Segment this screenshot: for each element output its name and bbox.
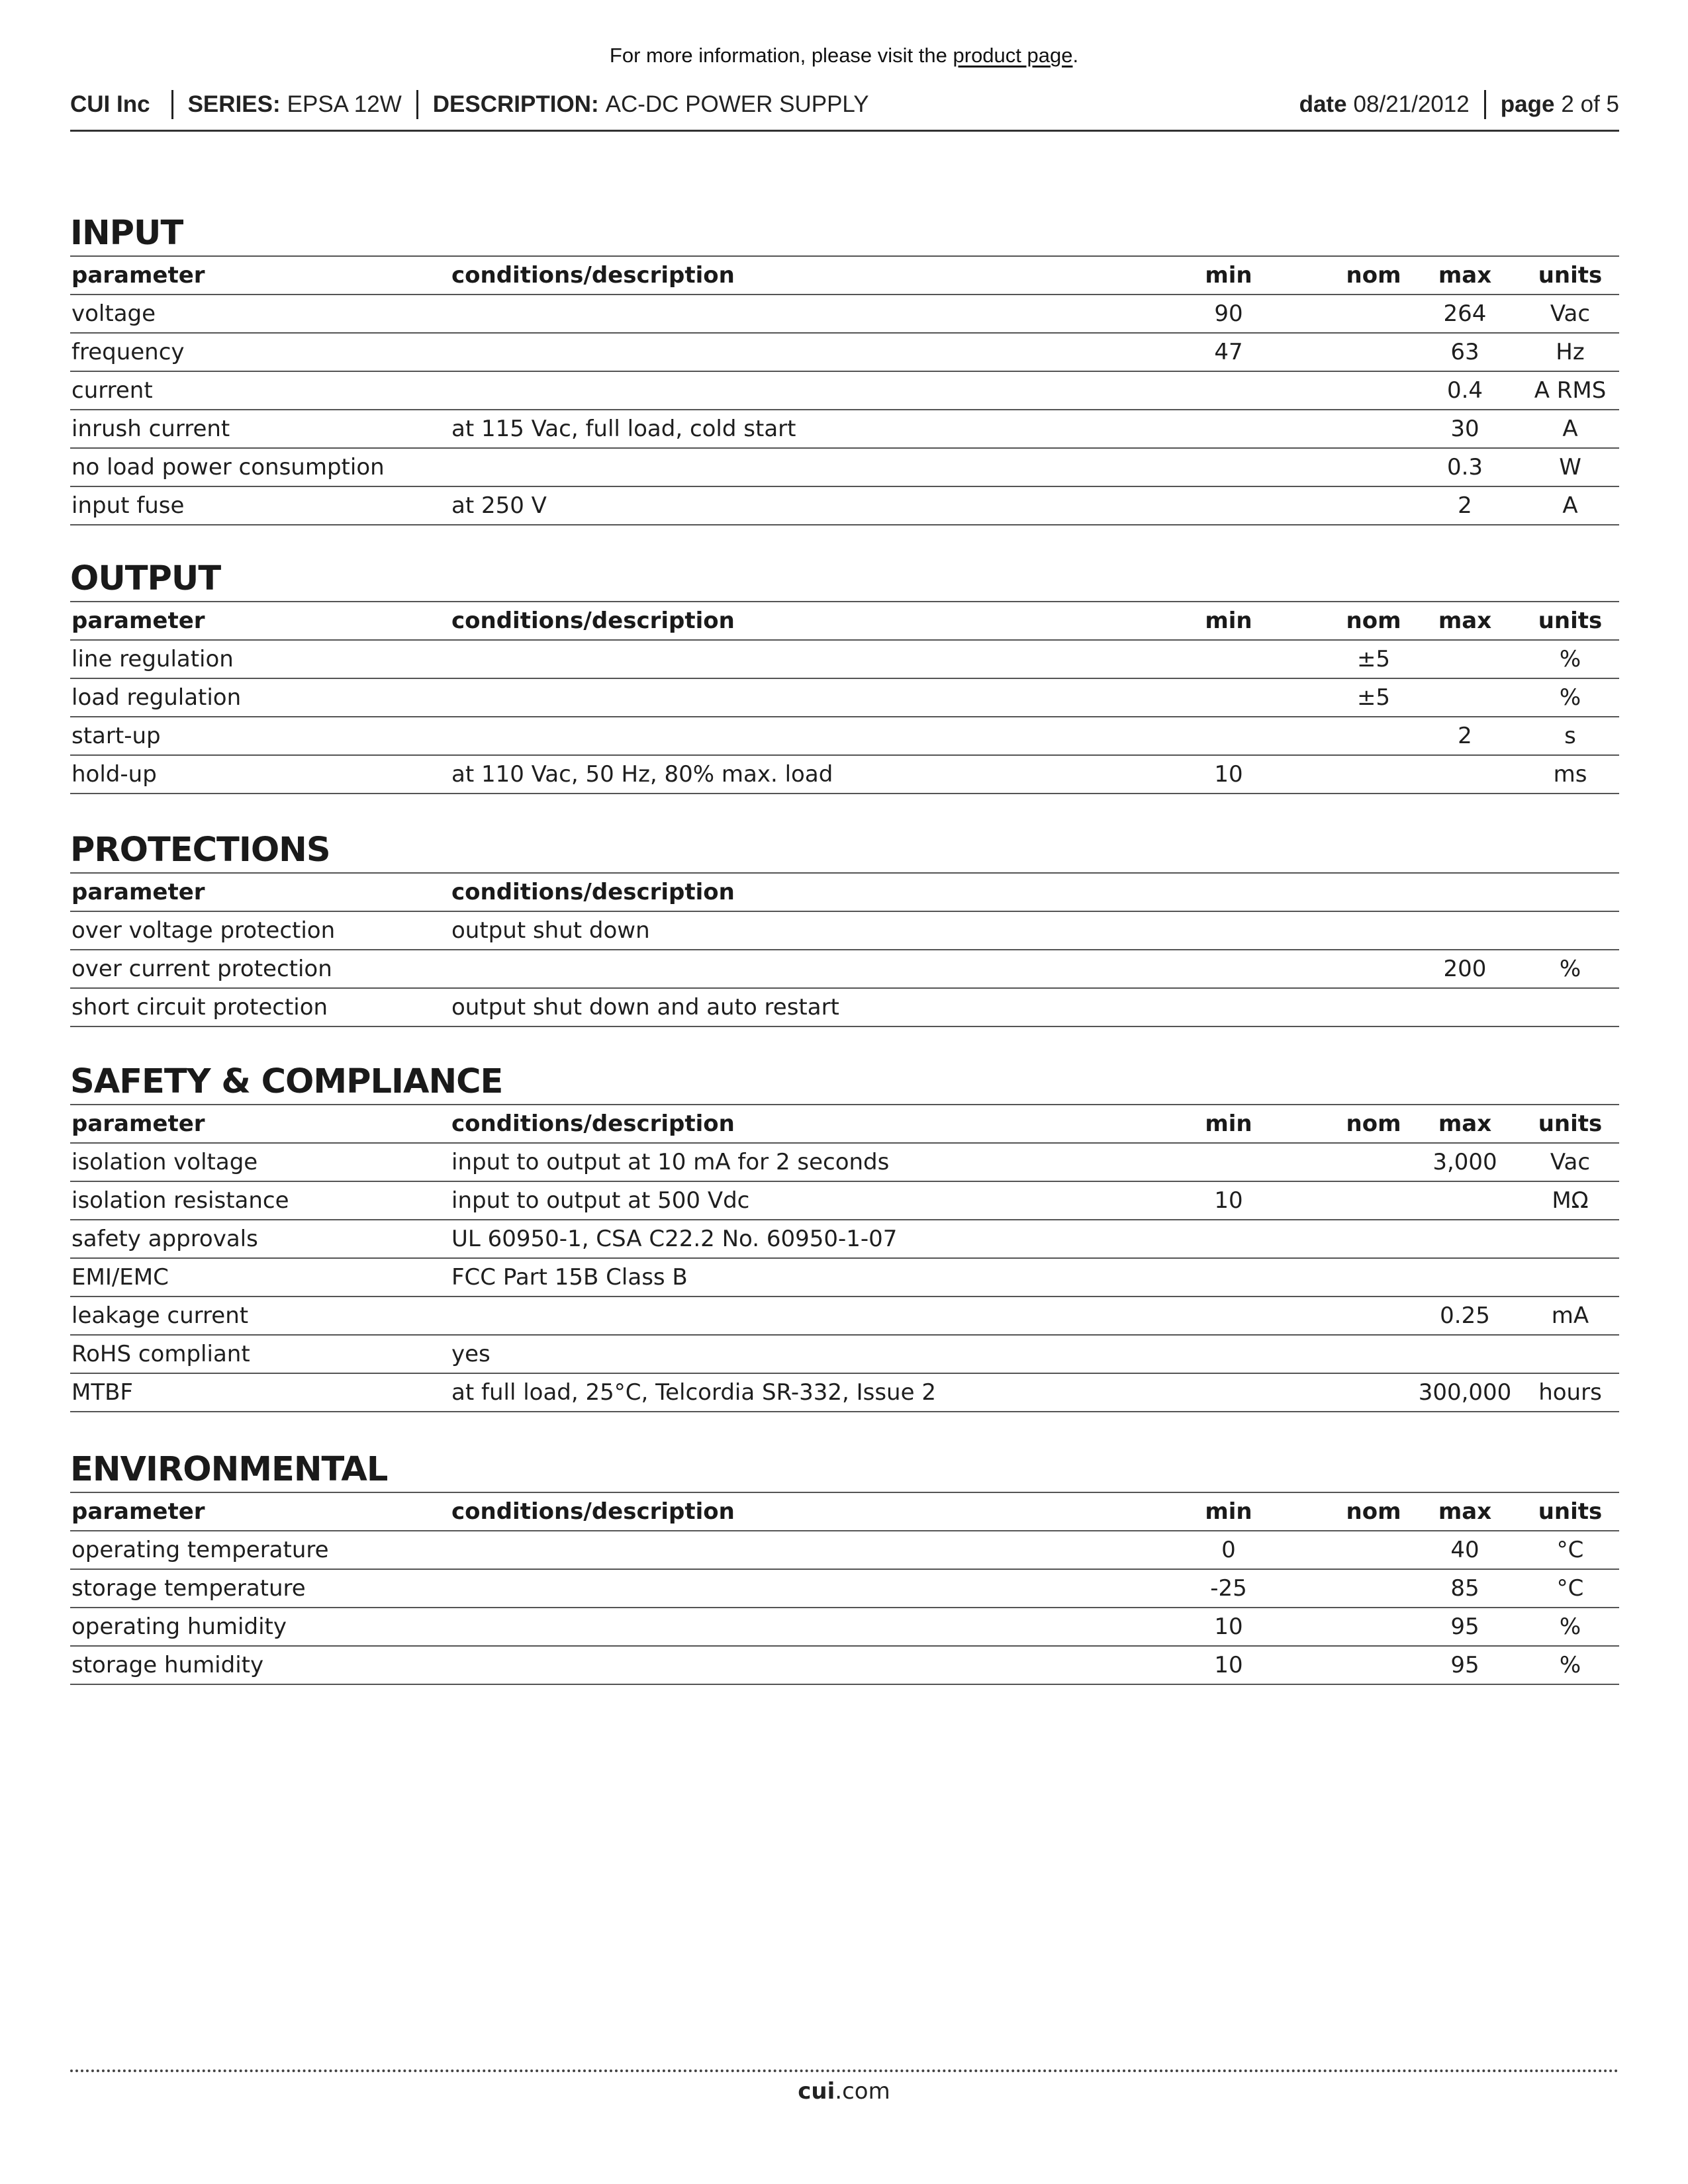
cell-parameter: load regulation [70, 678, 450, 717]
cell-parameter: MTBF [70, 1373, 450, 1412]
column-header-units: units [1521, 256, 1619, 295]
cell-conditions: at 115 Vac, full load, cold start [450, 410, 1119, 448]
cell-units [1521, 1335, 1619, 1373]
cell-min [1119, 1143, 1338, 1181]
table-row [70, 448, 1619, 486]
footer-brand: cui [798, 2078, 835, 2105]
column-header-nom: nom [1338, 1492, 1409, 1531]
cell-max [1409, 678, 1521, 717]
cell-max: 264 [1409, 295, 1521, 333]
cell-min [1119, 410, 1338, 448]
cell-max: 0.3 [1409, 448, 1521, 486]
cell-units: MΩ [1521, 1181, 1619, 1220]
cell-min [1119, 950, 1338, 988]
cell-conditions [450, 448, 1119, 486]
cell-parameter: isolation voltage [70, 1143, 450, 1181]
date-label: date [1299, 91, 1347, 117]
cell-units: mA [1521, 1297, 1619, 1335]
cell-conditions: at 250 V [450, 486, 1119, 525]
cell-conditions: output shut down and auto restart [450, 988, 1119, 1026]
cell-min [1119, 678, 1338, 717]
cell-units: Vac [1521, 1143, 1619, 1181]
cell-nom [1338, 486, 1409, 525]
cell-min [1119, 717, 1338, 755]
cell-conditions [450, 1569, 1119, 1608]
cell-nom: ±5 [1338, 640, 1409, 678]
cell-parameter: RoHS compliant [70, 1335, 450, 1373]
column-header-units [1521, 873, 1619, 911]
cell-conditions: at 110 Vac, 50 Hz, 80% max. load [450, 755, 1119, 794]
page-label: page [1500, 91, 1555, 117]
cell-parameter: line regulation [70, 640, 450, 678]
column-header-parameter: parameter [70, 602, 450, 640]
column-header-conditions: conditions/description [450, 1492, 1119, 1531]
cell-nom [1338, 911, 1409, 950]
cell-conditions: at full load, 25°C, Telcordia SR-332, Issue 2 [450, 1373, 1119, 1412]
column-header-parameter: parameter [70, 1105, 450, 1143]
date-value: 08/21/2012 [1353, 91, 1470, 117]
environmental-section [70, 1448, 1619, 1685]
cell-min: 10 [1119, 755, 1338, 794]
cell-parameter: over voltage protection [70, 911, 450, 950]
cell-nom [1338, 950, 1409, 988]
top-note-end: . [1072, 44, 1079, 67]
cell-min [1119, 911, 1338, 950]
cell-max: 2 [1409, 486, 1521, 525]
table-header-row [70, 1492, 1619, 1531]
cell-parameter: safety approvals [70, 1220, 450, 1258]
cell-units: W [1521, 448, 1619, 486]
cell-min [1119, 1297, 1338, 1335]
column-header-max: max [1409, 602, 1521, 640]
cell-units: °C [1521, 1531, 1619, 1569]
cell-units: ms [1521, 755, 1619, 794]
column-header-max: max [1409, 256, 1521, 295]
cell-units: % [1521, 950, 1619, 988]
cell-conditions [450, 1646, 1119, 1684]
table-row [70, 1181, 1619, 1220]
cell-nom [1338, 1531, 1409, 1569]
cell-units: A RMS [1521, 371, 1619, 410]
cell-units: A [1521, 410, 1619, 448]
cell-units [1521, 1220, 1619, 1258]
cell-units: s [1521, 717, 1619, 755]
cell-parameter: frequency [70, 333, 450, 371]
cell-min [1119, 988, 1338, 1026]
cell-parameter: isolation resistance [70, 1181, 450, 1220]
cell-units [1521, 1258, 1619, 1297]
environmental-table [70, 1492, 1619, 1685]
cell-nom [1338, 1220, 1409, 1258]
page-header [70, 87, 1619, 122]
cell-parameter: storage temperature [70, 1569, 450, 1608]
top-note-text: For more information, please visit the [609, 44, 953, 67]
footer-domain: .com [835, 2078, 890, 2105]
table-row [70, 486, 1619, 525]
cell-nom [1338, 1335, 1409, 1373]
cell-units [1521, 911, 1619, 950]
cell-max [1409, 755, 1521, 794]
cell-nom [1338, 371, 1409, 410]
cell-max [1409, 1258, 1521, 1297]
table-row [70, 1297, 1619, 1335]
table-row [70, 1608, 1619, 1646]
section-title: OUTPUT [70, 559, 221, 598]
cell-max: 85 [1409, 1569, 1521, 1608]
column-header-parameter: parameter [70, 256, 450, 295]
series-value: EPSA 12W [287, 91, 402, 117]
table-row [70, 1143, 1619, 1181]
table-row [70, 1569, 1619, 1608]
column-header-conditions: conditions/description [450, 873, 1119, 911]
table-row [70, 717, 1619, 755]
table-row [70, 911, 1619, 950]
cell-max [1409, 1181, 1521, 1220]
cell-max [1409, 1335, 1521, 1373]
cell-units: % [1521, 1608, 1619, 1646]
cell-conditions [450, 1531, 1119, 1569]
table-row [70, 1531, 1619, 1569]
table-row [70, 1220, 1619, 1258]
cell-max: 63 [1409, 333, 1521, 371]
cell-parameter: EMI/EMC [70, 1258, 450, 1297]
cell-parameter: voltage [70, 295, 450, 333]
section-title: SAFETY & COMPLIANCE [70, 1062, 503, 1101]
table-row [70, 755, 1619, 794]
column-header-conditions: conditions/description [450, 1105, 1119, 1143]
cell-max [1409, 1220, 1521, 1258]
cell-units: °C [1521, 1569, 1619, 1608]
description-value: AC-DC POWER SUPPLY [605, 91, 869, 117]
page-footer [0, 2078, 1688, 2105]
column-header-conditions: conditions/description [450, 602, 1119, 640]
table-row [70, 640, 1619, 678]
cell-max: 40 [1409, 1531, 1521, 1569]
cell-nom [1338, 1646, 1409, 1684]
cell-conditions: FCC Part 15B Class B [450, 1258, 1119, 1297]
cell-max: 30 [1409, 410, 1521, 448]
cell-parameter: over current protection [70, 950, 450, 988]
cell-max: 3,000 [1409, 1143, 1521, 1181]
output-section [70, 557, 1619, 794]
section-title: PROTECTIONS [70, 831, 330, 870]
cell-conditions [450, 1608, 1119, 1646]
table-row [70, 1373, 1619, 1412]
cell-nom [1338, 1143, 1409, 1181]
cell-min [1119, 371, 1338, 410]
column-header-max: max [1409, 1492, 1521, 1531]
table-header-row [70, 873, 1619, 911]
cell-parameter: operating humidity [70, 1608, 450, 1646]
cell-parameter: inrush current [70, 410, 450, 448]
column-header-nom: nom [1338, 1105, 1409, 1143]
cell-nom [1338, 717, 1409, 755]
cell-nom [1338, 1181, 1409, 1220]
top-note [0, 44, 1688, 68]
description-label: DESCRIPTION: [432, 91, 599, 117]
cell-min [1119, 1220, 1338, 1258]
column-header-min: min [1119, 256, 1338, 295]
header-separator [171, 90, 173, 119]
column-header-nom [1338, 873, 1409, 911]
cell-units [1521, 988, 1619, 1026]
header-left [70, 87, 869, 122]
cell-units: % [1521, 640, 1619, 678]
cell-max [1409, 640, 1521, 678]
cell-max: 200 [1409, 950, 1521, 988]
cell-conditions [450, 295, 1119, 333]
output-table [70, 601, 1619, 794]
column-header-units: units [1521, 602, 1619, 640]
cell-nom [1338, 333, 1409, 371]
cell-nom [1338, 1608, 1409, 1646]
column-header-max: max [1409, 1105, 1521, 1143]
cell-units: hours [1521, 1373, 1619, 1412]
cell-parameter: hold-up [70, 755, 450, 794]
cell-units: Vac [1521, 295, 1619, 333]
cell-max [1409, 988, 1521, 1026]
input-table [70, 255, 1619, 525]
cell-min: -25 [1119, 1569, 1338, 1608]
cell-nom [1338, 755, 1409, 794]
cell-conditions: yes [450, 1335, 1119, 1373]
cell-min: 47 [1119, 333, 1338, 371]
cell-max: 95 [1409, 1608, 1521, 1646]
header-separator [1484, 90, 1486, 119]
cell-min [1119, 1373, 1338, 1412]
cell-max: 2 [1409, 717, 1521, 755]
page-value: 2 of 5 [1561, 91, 1619, 117]
protections-table [70, 872, 1619, 1027]
table-header-row [70, 256, 1619, 295]
cell-conditions [450, 950, 1119, 988]
column-header-nom: nom [1338, 602, 1409, 640]
footer-rule [70, 2070, 1619, 2072]
cell-parameter: no load power consumption [70, 448, 450, 486]
cell-units: % [1521, 1646, 1619, 1684]
cell-max: 300,000 [1409, 1373, 1521, 1412]
cell-nom [1338, 295, 1409, 333]
column-header-min: min [1119, 1105, 1338, 1143]
table-row [70, 333, 1619, 371]
cell-min [1119, 1258, 1338, 1297]
cell-conditions [450, 333, 1119, 371]
table-header-row [70, 1105, 1619, 1143]
cell-conditions: UL 60950-1, CSA C22.2 No. 60950-1-07 [450, 1220, 1119, 1258]
cell-parameter: input fuse [70, 486, 450, 525]
cell-units: Hz [1521, 333, 1619, 371]
company-name: CUI Inc [70, 91, 150, 117]
cell-parameter: operating temperature [70, 1531, 450, 1569]
table-row [70, 988, 1619, 1026]
table-row [70, 295, 1619, 333]
table-row [70, 1335, 1619, 1373]
column-header-min: min [1119, 602, 1338, 640]
input-section [70, 212, 1619, 525]
cell-min: 90 [1119, 295, 1338, 333]
cell-min [1119, 486, 1338, 525]
cell-nom [1338, 988, 1409, 1026]
table-row [70, 371, 1619, 410]
cell-nom [1338, 1373, 1409, 1412]
cell-units: A [1521, 486, 1619, 525]
cell-conditions [450, 640, 1119, 678]
cell-conditions [450, 371, 1119, 410]
protections-section [70, 829, 1619, 1027]
section-title: ENVIRONMENTAL [70, 1450, 388, 1489]
cell-parameter: storage humidity [70, 1646, 450, 1684]
product-page-link[interactable]: product page [953, 44, 1073, 67]
cell-min [1119, 640, 1338, 678]
header-right [1299, 87, 1619, 122]
cell-conditions [450, 717, 1119, 755]
cell-conditions: input to output at 10 mA for 2 seconds [450, 1143, 1119, 1181]
table-row [70, 678, 1619, 717]
column-header-conditions: conditions/description [450, 256, 1119, 295]
table-row [70, 410, 1619, 448]
cell-conditions: output shut down [450, 911, 1119, 950]
column-header-units: units [1521, 1105, 1619, 1143]
cell-conditions [450, 1297, 1119, 1335]
column-header-max [1409, 873, 1521, 911]
table-row [70, 1646, 1619, 1684]
cell-units: % [1521, 678, 1619, 717]
table-row [70, 950, 1619, 988]
cell-conditions [450, 678, 1119, 717]
safety-section [70, 1060, 1619, 1412]
cell-nom [1338, 410, 1409, 448]
cell-conditions: input to output at 500 Vdc [450, 1181, 1119, 1220]
cell-parameter: leakage current [70, 1297, 450, 1335]
cell-max: 95 [1409, 1646, 1521, 1684]
column-header-nom: nom [1338, 256, 1409, 295]
cell-min [1119, 448, 1338, 486]
cell-min: 10 [1119, 1646, 1338, 1684]
table-header-row [70, 602, 1619, 640]
cell-nom [1338, 1569, 1409, 1608]
cell-min: 10 [1119, 1181, 1338, 1220]
cell-min: 10 [1119, 1608, 1338, 1646]
cell-min: 0 [1119, 1531, 1338, 1569]
cell-parameter: current [70, 371, 450, 410]
cell-max [1409, 911, 1521, 950]
cell-nom [1338, 448, 1409, 486]
safety-table [70, 1104, 1619, 1412]
series-label: SERIES: [187, 91, 281, 117]
column-header-units: units [1521, 1492, 1619, 1531]
header-rule [70, 130, 1619, 132]
cell-max: 0.4 [1409, 371, 1521, 410]
table-row [70, 1258, 1619, 1297]
header-separator [416, 90, 418, 119]
cell-min [1119, 1335, 1338, 1373]
cell-max: 0.25 [1409, 1297, 1521, 1335]
cell-nom: ±5 [1338, 678, 1409, 717]
cell-nom [1338, 1258, 1409, 1297]
column-header-min: min [1119, 1492, 1338, 1531]
column-header-parameter: parameter [70, 1492, 450, 1531]
cell-parameter: start-up [70, 717, 450, 755]
cell-nom [1338, 1297, 1409, 1335]
column-header-parameter: parameter [70, 873, 450, 911]
cell-parameter: short circuit protection [70, 988, 450, 1026]
section-title: INPUT [70, 214, 183, 253]
column-header-min [1119, 873, 1338, 911]
